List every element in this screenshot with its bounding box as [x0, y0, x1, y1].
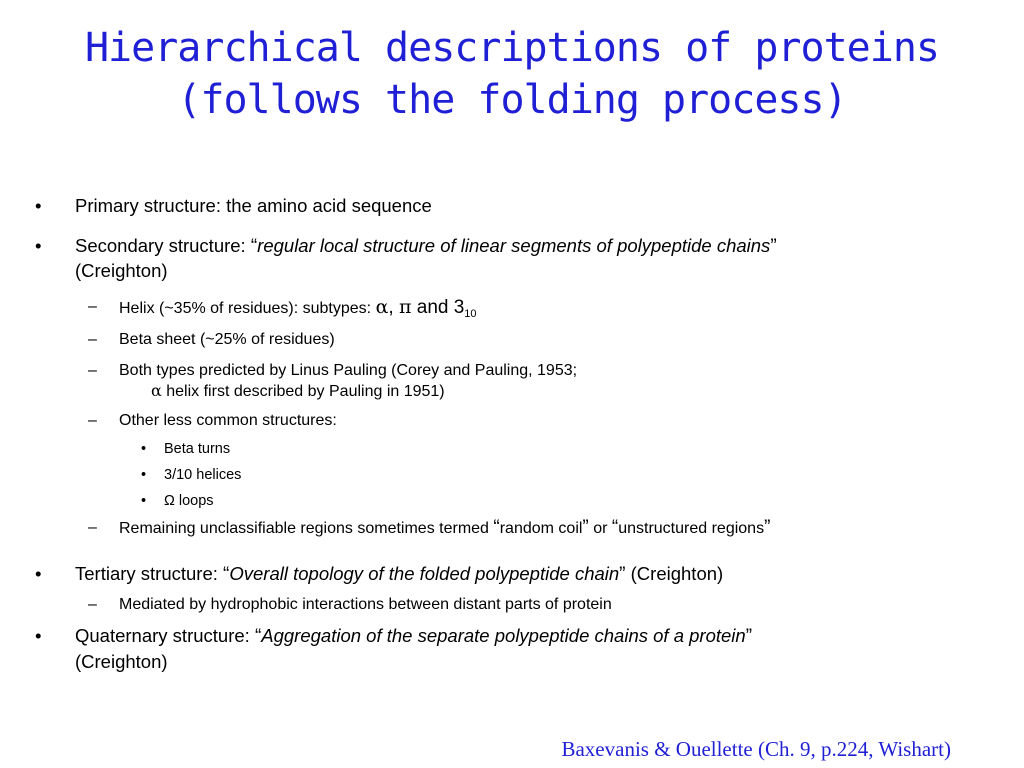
subsub-item-label: 3/10 helices — [164, 467, 242, 483]
helix-subscript: 10 — [464, 308, 477, 320]
dash-marker: – — [88, 331, 97, 348]
dash-marker: – — [88, 298, 97, 315]
bullet-marker: • — [141, 467, 147, 483]
subbullet-hydrophobic — [88, 595, 612, 615]
remaining-or: or — [588, 520, 612, 537]
subbullet-other — [88, 411, 337, 431]
close-quote: ” — [582, 517, 589, 538]
open-quote: “ — [493, 517, 500, 538]
alpha-symbol: α — [375, 296, 389, 318]
subbullet-helix — [88, 296, 477, 320]
helix-text: Helix (~35% of residues): subtypes: — [119, 300, 376, 317]
title-line-1: Hierarchical descriptions of proteins — [84, 25, 940, 71]
bullet-primary — [35, 194, 432, 217]
quaternary-quote: Aggregation of the separate polypeptide chains of a protein — [261, 625, 746, 646]
unstructured-regions: unstructured regions — [618, 520, 765, 537]
other-text: Other less common structures: — [119, 412, 337, 429]
pi-symbol: π — [398, 296, 412, 318]
quaternary-citation: (Creighton) — [75, 651, 168, 672]
secondary-prefix: Secondary structure: — [75, 235, 251, 256]
subbullet-pauling — [88, 361, 578, 381]
pauling-line-1: Both types predicted by Linus Pauling (Corey and Pauling, 1953; — [119, 362, 578, 379]
bullet-marker: • — [35, 563, 42, 584]
close-quote: ” — [745, 626, 753, 647]
subbullet-beta-sheet — [88, 330, 335, 350]
beta-sheet-text: Beta sheet (~25% of residues) — [119, 331, 335, 348]
dash-marker: – — [88, 362, 97, 379]
bullet-quaternary — [35, 624, 753, 648]
subsub-item-omega-loops — [141, 492, 214, 510]
open-quote: “ — [254, 626, 262, 647]
secondary-quote: regular local structure of linear segments of polypeptide chains — [257, 235, 771, 256]
source-citation: Baxevanis & Ouellette (Ch. 9, p.224, Wishart) — [561, 737, 951, 761]
subsub-item-label: Ω loops — [164, 493, 214, 509]
bullet-marker: • — [141, 441, 147, 457]
random-coil: random coil — [499, 520, 583, 537]
dash-marker: – — [88, 519, 97, 536]
subsub-item-310-helices — [141, 466, 242, 484]
tertiary-prefix: Tertiary structure: — [75, 563, 224, 584]
bullet-secondary — [35, 234, 777, 258]
dash-marker: – — [88, 412, 97, 429]
bullet-marker: • — [141, 493, 147, 509]
tertiary-sub-text: Mediated by hydrophobic interactions between distant parts of protein — [119, 596, 612, 613]
remaining-prefix: Remaining unclassifiable regions sometimes termed — [119, 520, 494, 537]
helix-comma: , — [388, 297, 399, 318]
open-quote: “ — [611, 517, 619, 538]
open-quote: “ — [250, 236, 258, 257]
tertiary-citation: (Creighton) — [625, 563, 724, 584]
helix-and: and 3 — [411, 297, 465, 318]
title-line-2: (follows the folding process) — [177, 77, 847, 123]
alpha-symbol: α — [151, 381, 162, 400]
pauling-line-2: helix first described by Pauling in 1951) — [161, 383, 445, 400]
dash-marker: – — [88, 596, 97, 613]
subbullet-remaining — [88, 517, 771, 539]
close-quote: ” — [764, 517, 771, 538]
bullet-marker: • — [35, 625, 42, 646]
pauling-continuation — [151, 381, 445, 402]
bullet-marker: • — [35, 195, 42, 216]
bullet-primary-text: Primary structure: the amino acid sequence — [75, 195, 432, 216]
close-quote: ” — [619, 564, 626, 585]
close-quote: ” — [770, 236, 777, 257]
tertiary-quote: Overall topology of the folded polypeptide chain — [229, 563, 620, 584]
subsub-item-beta-turns — [141, 440, 231, 458]
quaternary-prefix: Quaternary structure: — [75, 625, 255, 646]
slide-title — [0, 22, 1024, 126]
bullet-tertiary — [35, 562, 724, 586]
secondary-citation: (Creighton) — [75, 260, 168, 281]
subsub-item-label: Beta turns — [164, 441, 231, 457]
open-quote: “ — [223, 564, 230, 585]
bullet-marker: • — [35, 235, 42, 256]
